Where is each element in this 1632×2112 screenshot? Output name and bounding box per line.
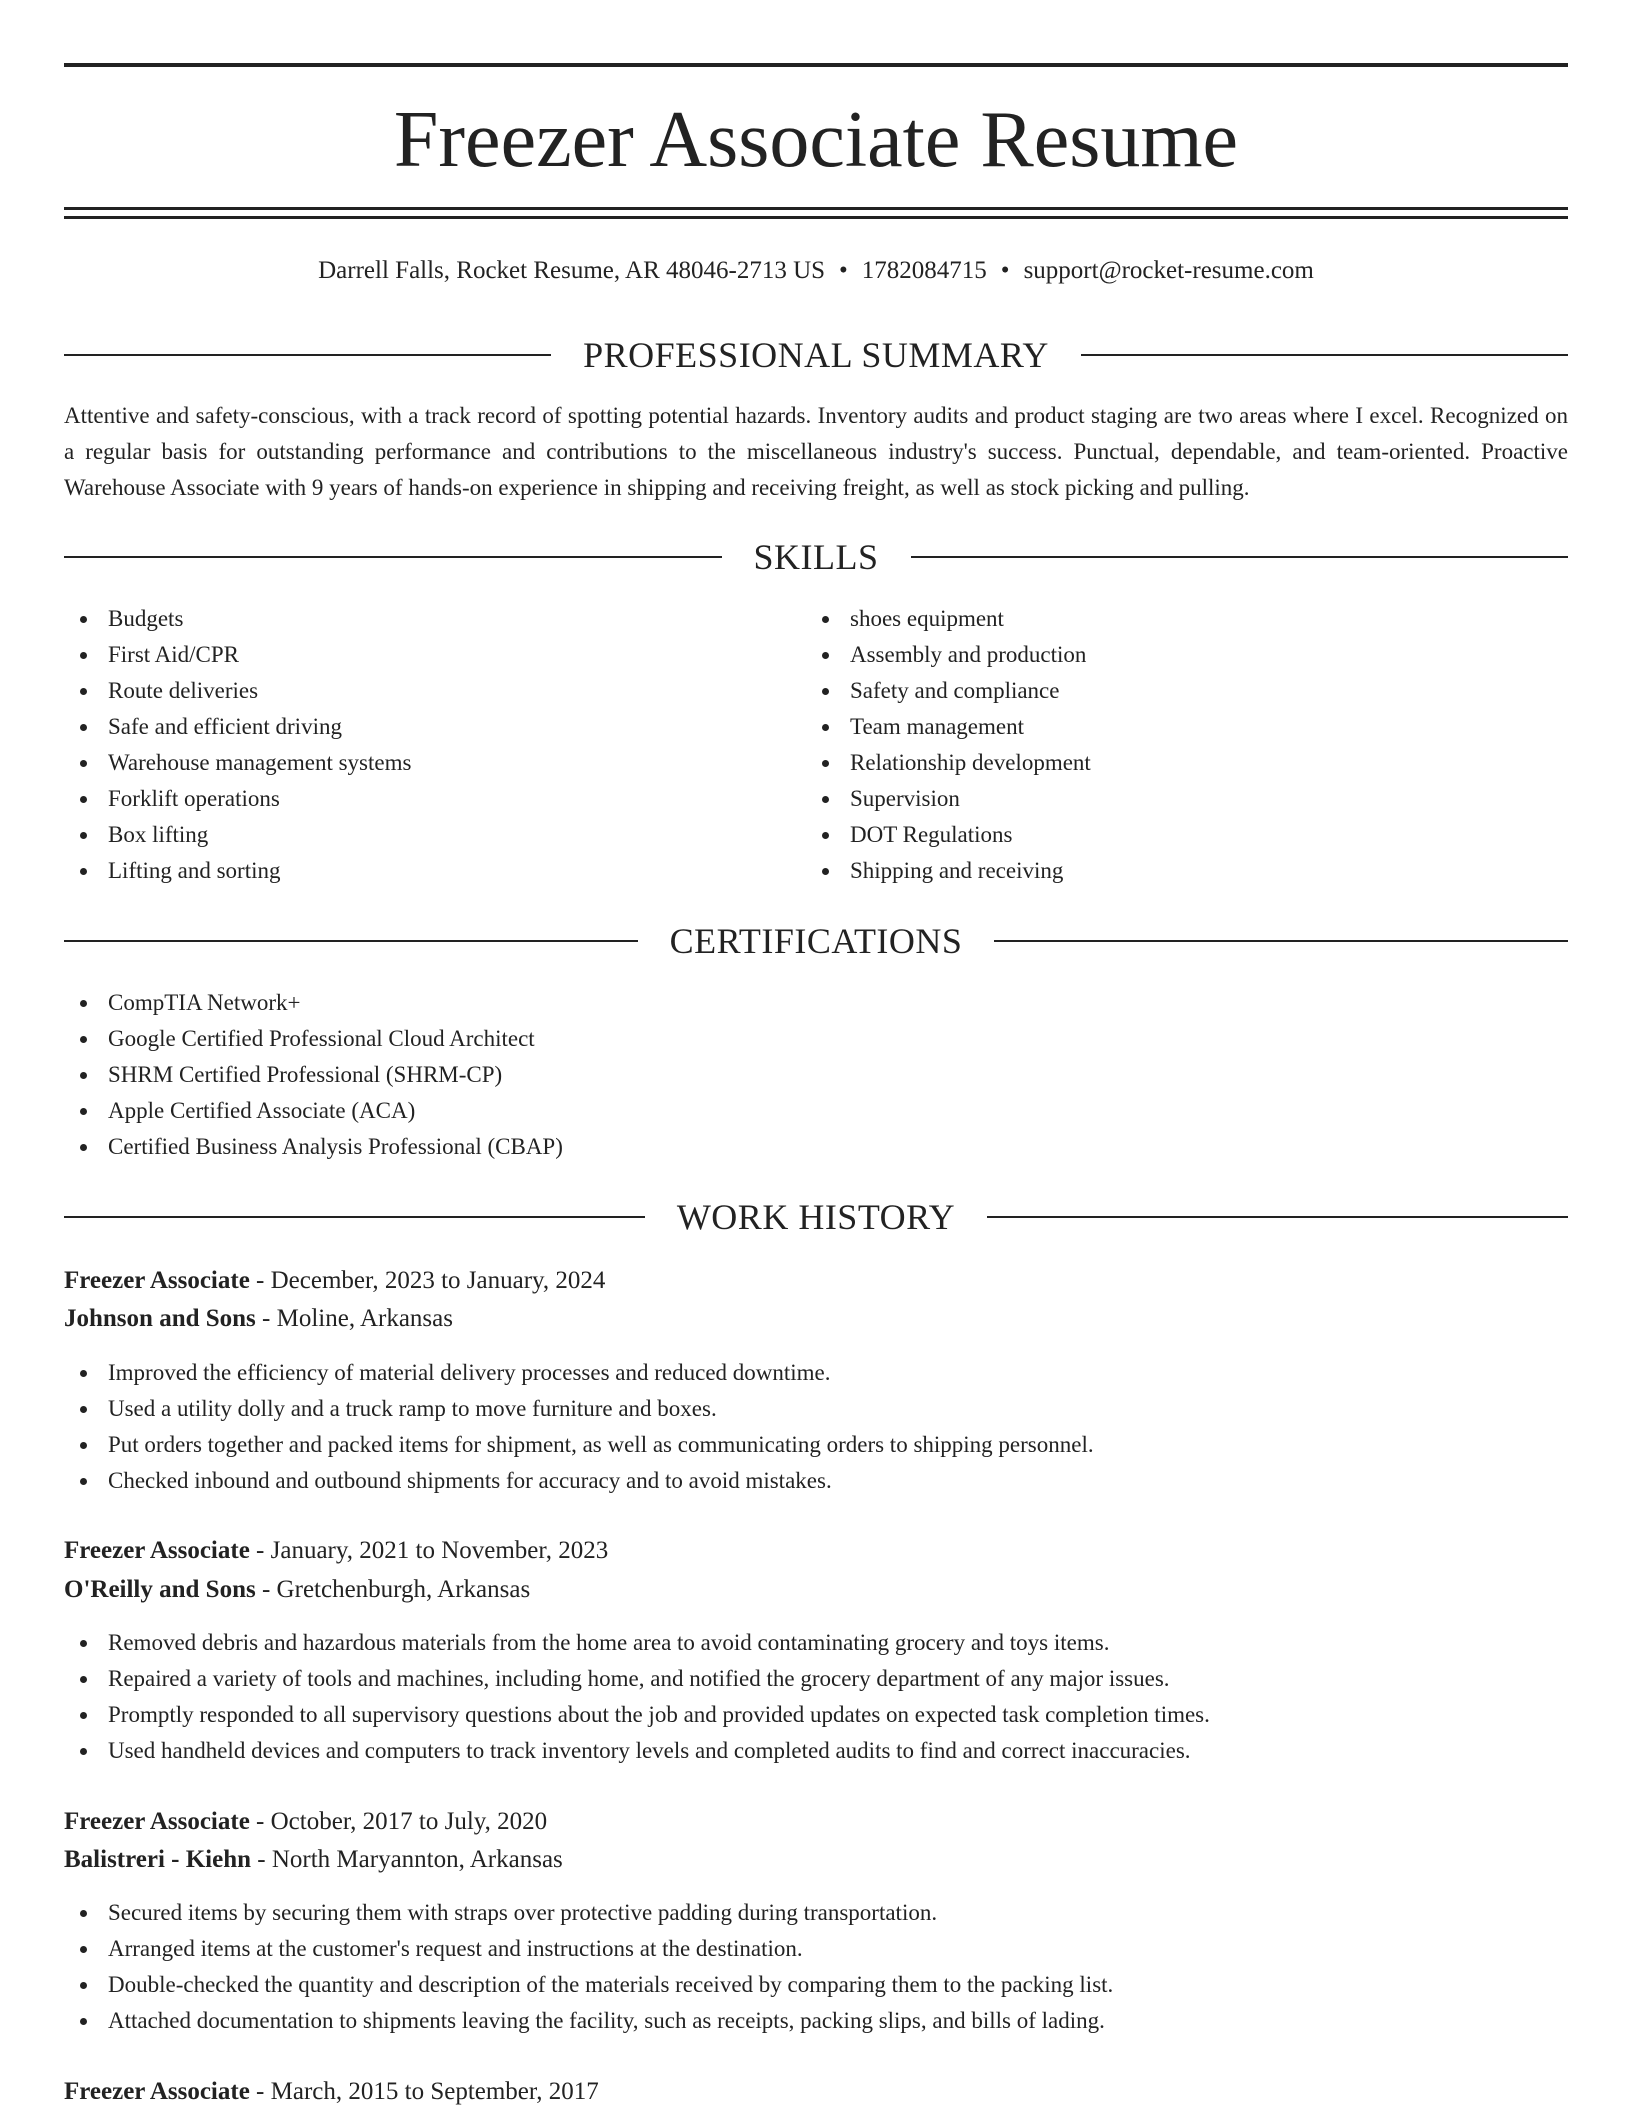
heading-rule-right xyxy=(987,1216,1568,1218)
job-bullet: Removed debris and hazardous materials from the home area to avoid contaminating grocery and toys items. xyxy=(64,1625,1210,1661)
skill-item: Shipping and receiving xyxy=(806,853,1091,889)
section-title: WORK HISTORY xyxy=(676,1197,956,1237)
heading-rule-left xyxy=(64,354,551,356)
contact-separator: • xyxy=(1000,257,1010,284)
contact-email: support@rocket-resume.com xyxy=(1023,257,1314,284)
job-title: Freezer Associate xyxy=(64,1267,250,1294)
job-bullet: Double-checked the quantity and description of the materials received by comparing them to the packing list. xyxy=(64,1967,1113,2003)
job-company-line xyxy=(64,1572,530,1608)
job-bullet: Improved the efficiency of material delivery processes and reduced downtime. xyxy=(64,1355,1094,1391)
skill-item: Safety and compliance xyxy=(806,673,1091,709)
section-heading-summary xyxy=(64,333,1568,377)
heading-rule-right xyxy=(1081,354,1568,356)
certification-item: Google Certified Professional Cloud Architect xyxy=(64,1021,563,1057)
job-dates: - March, 2015 to September, 2017 xyxy=(249,2078,599,2105)
skills-list-left xyxy=(64,601,411,889)
job-company: Balistreri - Kiehn xyxy=(64,1846,252,1873)
section-heading-certifications xyxy=(64,919,1568,963)
section-heading-skills xyxy=(64,535,1568,579)
job-bullet: Put orders together and packed items for shipment, as well as communicating orders to shipping personnel. xyxy=(64,1427,1094,1463)
heading-rule-left xyxy=(64,940,638,942)
job-bullet: Used handheld devices and computers to track inventory levels and completed audits to find and correct inaccuracies. xyxy=(64,1733,1210,1769)
job-company-line xyxy=(64,1301,453,1337)
section-heading-work xyxy=(64,1195,1568,1239)
certification-item: CompTIA Network+ xyxy=(64,985,563,1021)
job-company: O'Reilly and Sons xyxy=(64,1576,256,1603)
skill-item: Budgets xyxy=(64,601,411,637)
job-bullet: Attached documentation to shipments leaving the facility, such as receipts, packing slips, and bills of lading. xyxy=(64,2003,1113,2039)
certification-item: Certified Business Analysis Professional (CBAP) xyxy=(64,1129,563,1165)
job-location: - North Maryannton, Arkansas xyxy=(251,1846,563,1873)
job-title-line xyxy=(64,1804,547,1840)
skills-list-right xyxy=(806,601,1091,889)
section-title: SKILLS xyxy=(753,537,879,577)
job-bullets xyxy=(64,1895,1113,2039)
certification-item: SHRM Certified Professional (SHRM-CP) xyxy=(64,1057,563,1093)
job-bullet: Promptly responded to all supervisory questions about the job and provided updates on expected task completion times. xyxy=(64,1697,1210,1733)
skill-item: First Aid/CPR xyxy=(64,637,411,673)
skill-item: Lifting and sorting xyxy=(64,853,411,889)
job-bullet: Arranged items at the customer's request and instructions at the destination. xyxy=(64,1931,1113,1967)
skill-item: Assembly and production xyxy=(806,637,1091,673)
heading-rule-right xyxy=(911,556,1569,558)
job-location: - Moline, Arkansas xyxy=(255,1305,453,1332)
job-company: Johnson and Sons xyxy=(64,1305,256,1332)
job-title: Freezer Associate xyxy=(64,2078,250,2105)
skill-item: Supervision xyxy=(806,781,1091,817)
heading-rule-left xyxy=(64,556,722,558)
job-dates: - October, 2017 to July, 2020 xyxy=(249,1808,548,1835)
skill-item: Warehouse management systems xyxy=(64,745,411,781)
summary-text: Attentive and safety-conscious, with a track record of spotting potential hazards. Inventory audits and product staging are two areas where I excel. Recognized on a regular basis for outstanding performance and contributions to the miscellaneous industry's success. Punctual, dependable, and team-oriented. Proactive Warehouse Associate with 9 years of hands-on experience in shipping and receiving freight, as well as stock picking and pulling. xyxy=(64,403,1568,500)
job-bullets xyxy=(64,1355,1094,1499)
job-title-line xyxy=(64,2074,599,2110)
certifications-list xyxy=(64,985,563,1165)
job-bullet: Used a utility dolly and a truck ramp to move furniture and boxes. xyxy=(64,1391,1094,1427)
title-bottom-rule-second xyxy=(64,216,1568,219)
contact-separator: • xyxy=(839,257,848,284)
skill-item: Safe and efficient driving xyxy=(64,709,411,745)
certification-item: Apple Certified Associate (ACA) xyxy=(64,1093,563,1129)
job-title: Freezer Associate xyxy=(64,1537,250,1564)
section-title: PROFESSIONAL SUMMARY xyxy=(583,335,1049,375)
job-company-line xyxy=(64,1842,563,1878)
title-bottom-rule xyxy=(64,207,1568,210)
skill-item: Box lifting xyxy=(64,817,411,853)
title-top-rule xyxy=(64,63,1568,67)
job-bullet: Repaired a variety of tools and machines, including home, and notified the grocery department of any major issues. xyxy=(64,1661,1210,1697)
job-title-line xyxy=(64,1533,608,1569)
job-bullet: Secured items by securing them with straps over protective padding during transportation. xyxy=(64,1895,1113,1931)
job-title: Freezer Associate xyxy=(64,1808,250,1835)
skill-item: Forklift operations xyxy=(64,781,411,817)
job-bullet: Checked inbound and outbound shipments for accuracy and to avoid mistakes. xyxy=(64,1463,1094,1499)
contact-line xyxy=(64,254,1568,288)
job-dates: - December, 2023 to January, 2024 xyxy=(249,1267,606,1294)
job-title-line xyxy=(64,1263,605,1299)
skill-item: Relationship development xyxy=(806,745,1091,781)
job-location: - Gretchenburgh, Arkansas xyxy=(255,1576,531,1603)
skill-item: Team management xyxy=(806,709,1091,745)
skill-item: Route deliveries xyxy=(64,673,411,709)
section-title: CERTIFICATIONS xyxy=(669,921,963,961)
contact-address: Darrell Falls, Rocket Resume, AR 48046-2713 US xyxy=(318,257,826,284)
skill-item: shoes equipment xyxy=(806,601,1091,637)
job-dates: - January, 2021 to November, 2023 xyxy=(249,1537,609,1564)
heading-rule-right xyxy=(994,940,1568,942)
skill-item: DOT Regulations xyxy=(806,817,1091,853)
page-title: Freezer Associate Resume xyxy=(393,96,1239,184)
job-bullets xyxy=(64,1625,1210,1769)
heading-rule-left xyxy=(64,1216,645,1218)
contact-phone: 1782084715 xyxy=(861,257,987,284)
